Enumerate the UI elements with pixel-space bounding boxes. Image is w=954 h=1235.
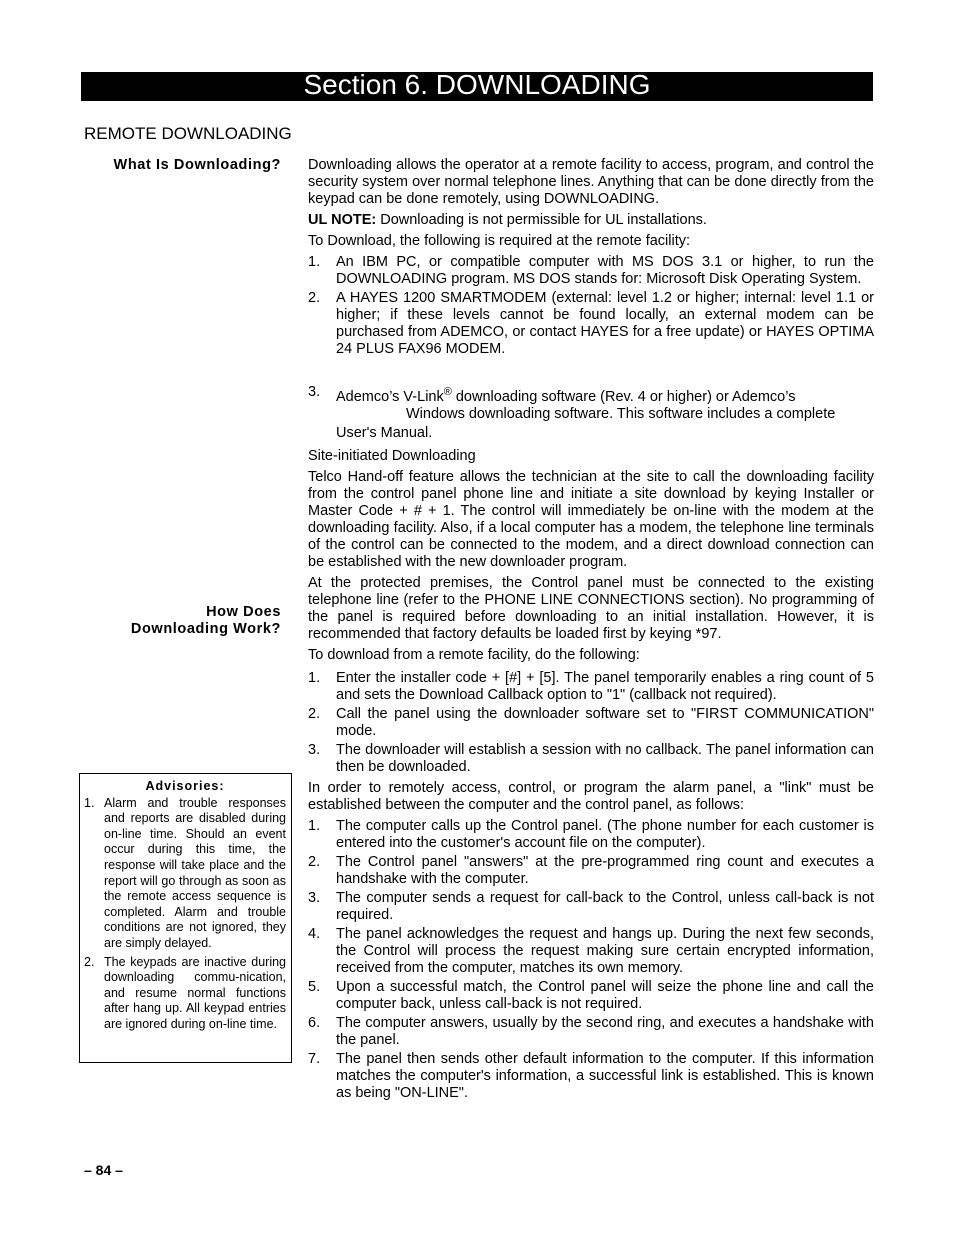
vlink-line3: User's Manual. bbox=[336, 424, 433, 441]
requirements-list bbox=[308, 254, 874, 358]
ul-note-label: UL NOTE: bbox=[308, 212, 377, 228]
ul-note bbox=[308, 212, 874, 229]
list-item: 1. An IBM PC, or compatible computer with MS DOS 3.1 or higher, to run the DOWNLOADING program. MS DOS stands for: Microsoft Disk Operating System. bbox=[308, 254, 874, 287]
requirements-intro: To Download, the following is required at the remote facility: bbox=[308, 233, 691, 249]
list-item: 2. The keypads are inactive during downloading commu-nication, and resume normal functions after hang up. All keypad entries are ignored during on-line time. bbox=[84, 954, 286, 1031]
how-label-line1: How Does bbox=[206, 604, 281, 620]
remote-downloading-heading: REMOTE DOWNLOADING bbox=[84, 124, 292, 143]
list-item: 2. Call the panel using the downloader software set to "FIRST COMMUNICATION" mode. bbox=[308, 705, 874, 739]
remote-intro: To download from a remote facility, do the following: bbox=[308, 646, 640, 663]
page-number: – 84 – bbox=[84, 1162, 123, 1178]
list-item: 3. Ademco’s V-Link® downloading software (Rev. 4 or higher) or Ademco’s Windows downloading software. This software includes a complete User's Manual. bbox=[308, 384, 874, 442]
site-initiated-heading: Site-initiated Downloading bbox=[308, 447, 476, 464]
list-item: 5. Upon a successful match, the Control panel will seize the phone line and call the computer back, unless call-back is not required. bbox=[308, 978, 874, 1012]
how-does-downloading-work-label bbox=[131, 604, 281, 638]
what-intro: Downloading allows the operator at a remote facility to access, program, and control the security system over normal telephone lines. Anything that can be done directly from the keypad can be done remotely, using DOWNLOADING. bbox=[308, 157, 874, 207]
section-title: Section 6. DOWNLOADING bbox=[303, 69, 651, 100]
ul-note-text: Downloading is not permissible for UL installations. bbox=[376, 212, 707, 228]
how-label-line2: Downloading Work? bbox=[130, 621, 281, 637]
list-item: 3. The downloader will establish a session with no callback. The panel information can then be downloaded. bbox=[308, 741, 874, 775]
list-item: 1. The computer calls up the Control panel. (The phone number for each customer is entered into the customer's account file on the computer). bbox=[308, 817, 874, 851]
main-column bbox=[308, 157, 874, 1106]
list-item: 7. The panel then sends other default information to the computer. If this information matches the computer's information, a successful link is established. This is known as being "ON-LINE". bbox=[308, 1050, 874, 1101]
list-item: 6. The computer answers, usually by the second ring, and executes a handshake with the panel. bbox=[308, 1014, 874, 1048]
advisories-list bbox=[84, 796, 286, 1033]
section-header-bar bbox=[81, 69, 873, 101]
what-is-downloading-label: What Is Downloading? bbox=[113, 157, 281, 173]
link-intro: In order to remotely access, control, or program the alarm panel, a "link" must be established between the computer and the control panel, as follows: bbox=[308, 779, 874, 813]
advisories-box bbox=[79, 773, 292, 1063]
list-item: 1. Alarm and trouble responses and reports are disabled during on-line time. Should an event occur during this time, the response will take place and the report will go through as soon as the remote access sequence is completed. Alarm and trouble conditions are not ignored, they are simply delayed. bbox=[84, 795, 286, 950]
list-item: 2. The Control panel "answers" at the pre-programmed ring count and executes a handshake with the computer. bbox=[308, 853, 874, 887]
spacer bbox=[308, 362, 874, 384]
vlink-line1: Ademco’s V-Link® downloading software (Rev. 4 or higher) or Ademco’s bbox=[336, 386, 796, 405]
advisories-title: Advisories: bbox=[145, 779, 225, 793]
vlink-line2: Windows downloading software. This software includes a complete bbox=[406, 405, 836, 422]
remote-steps-list bbox=[308, 670, 874, 776]
list-item: 2. A HAYES 1200 SMARTMODEM (external: level 1.2 or higher; internal: level 1.1 or higher; if these levels cannot be found locally, an external modem can be purchased from ADEMCO, or contact HAYES for a free update) or HAYES OPTIMA 24 PLUS FAX96 MODEM. bbox=[308, 290, 874, 357]
how-intro: At the protected premises, the Control panel must be connected to the existing telephone line (refer to the PHONE LINE CONNECTIONS section). No programming of the panel is required before downloading to an initial installation. However, it is recommended that factory defaults be loaded first by keying *97. bbox=[308, 574, 874, 642]
link-steps-list bbox=[308, 818, 874, 1102]
list-item: 1. Enter the installer code + [#] + [5]. The panel temporarily enables a ring count of 5 and sets the Download Callback option to "1" (callback not required). bbox=[308, 669, 874, 703]
list-item: 3. The computer sends a request for call-back to the Control, unless call-back is not required. bbox=[308, 889, 874, 923]
list-item: 4. The panel acknowledges the request and hangs up. During the next few seconds, the Control will process the request making sure certain encrypted information, received from the computer, matches its own memory. bbox=[308, 925, 874, 976]
site-initiated-text: Telco Hand-off feature allows the technician at the site to call the downloading facility from the control panel phone line and initiate a site download by keying Installer or Master Code + # + 1. The control will immediately be on-line with the modem at the downloading facility. Also, if a local computer has a modem, the telephone line terminals of the control can be connected to the modem, and a direct download connection can be established with the new downloader program. bbox=[308, 468, 874, 570]
